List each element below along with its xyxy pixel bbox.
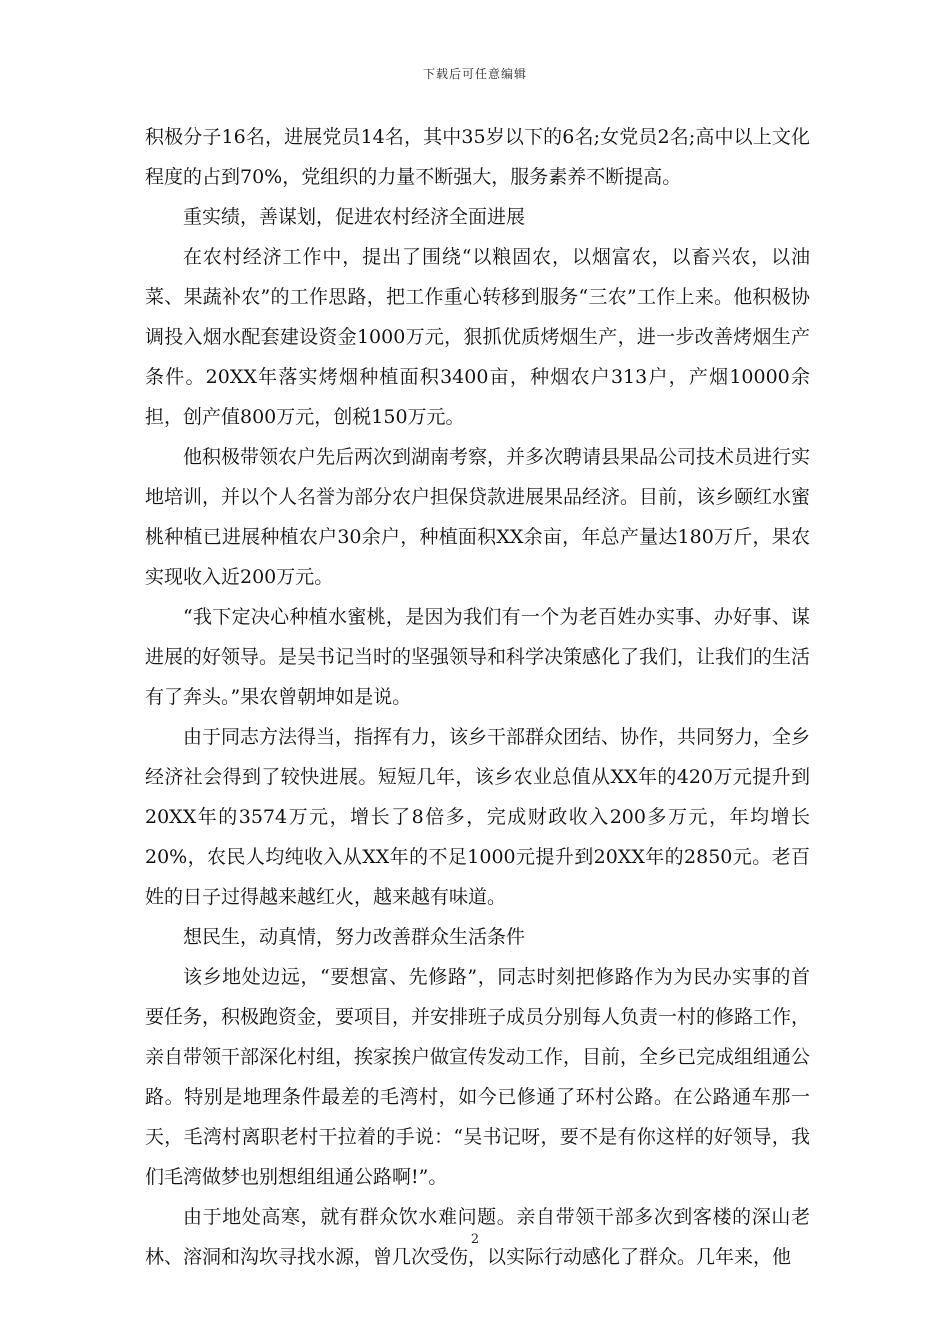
paragraph: 在农村经济工作中，提出了围绕“以粮固农，以烟富农，以畜兴农，以油菜、果蔬补农”的工作思路，把工作重心转移到服务“三农”工作上来。他积极协调投入烟水配套建设资金1000万元，狠抓优质烤烟生产，进一步改善烤烟生产条件。20XX年落实烤烟种植面积3400亩，种烟农户313户，产烟10000余担，创产值800万元，创税150万元。 xyxy=(145,246,810,428)
paragraph-continued: 积极分子16名，进展党员14名，其中35岁以下的6名;女党员2名;高中以上文化程度的占到70%，党组织的力量不断强大，服务素养不断提高。 xyxy=(145,126,810,188)
paragraph-quote: “我下定决心种植水蜜桃，是因为我们有一个为老百姓办实事、办好事、谋进展的好领导。是吴书记当时的坚强领导和科学决策感化了我们，让我们的生活有了奔头。”果农曾朝坤如是说。 xyxy=(145,606,811,708)
page-header: 下载后可任意编辑 xyxy=(422,67,527,81)
document-body xyxy=(145,117,810,1277)
paragraph: 由于同志方法得当，指挥有力，该乡干部群众团结、协作，共同努力，全乡经济社会得到了较快进展。短短几年，该乡农业总值从XX年的420万元提升到20XX年的3574万元，增长了8倍多，完成财政收入200多万元，年均增长20%，农民人均纯收入从XX年的不足1000元提升到20XX年的2850元。老百姓的日子过得越来越红火，越来越有味道。 xyxy=(145,726,811,908)
paragraph: 他积极带领农户先后两次到湖南考察，并多次聘请县果品公司技术员进行实地培训，并以个人名誉为部分农户担保贷款进展果品经济。目前，该乡颐红水蜜桃种植已进展种植农户30余户，种植面积XX余亩，年总产量达180万斤，果农实现收入近200万元。 xyxy=(145,446,811,588)
section-heading-livelihood: 想民生，动真情，努力改善群众生活条件 xyxy=(183,926,526,948)
section-heading-economy: 重实绩，善谋划，促进农村经济全面进展 xyxy=(183,206,526,228)
paragraph: 该乡地处边远，“要想富、先修路”，同志时刻把修路作为为民办实事的首要任务，积极跑资金，要项目，并安排班子成员分别每人负责一村的修路工作，亲自带领干部深化村组，挨家挨户做宣传发动工作，目前，全乡已完成组组通公路。特别是地理条件最差的毛湾村，如今已修通了环村公路。在公路通车那一天，毛湾村离职老村干拉着的手说：“吴书记呀，要不是有你这样的好领导，我们毛湾做梦也别想组组通公路啊!”。 xyxy=(145,966,811,1188)
paragraph: 由于地处高寒，就有群众饮水难问题。亲自带领干部多次到客楼的深山老林、溶洞和沟坎寻找水源，曾几次受伤，以实际行动感化了群众。几年来，他 xyxy=(145,1206,810,1268)
page-number: 2 xyxy=(470,1232,480,1247)
